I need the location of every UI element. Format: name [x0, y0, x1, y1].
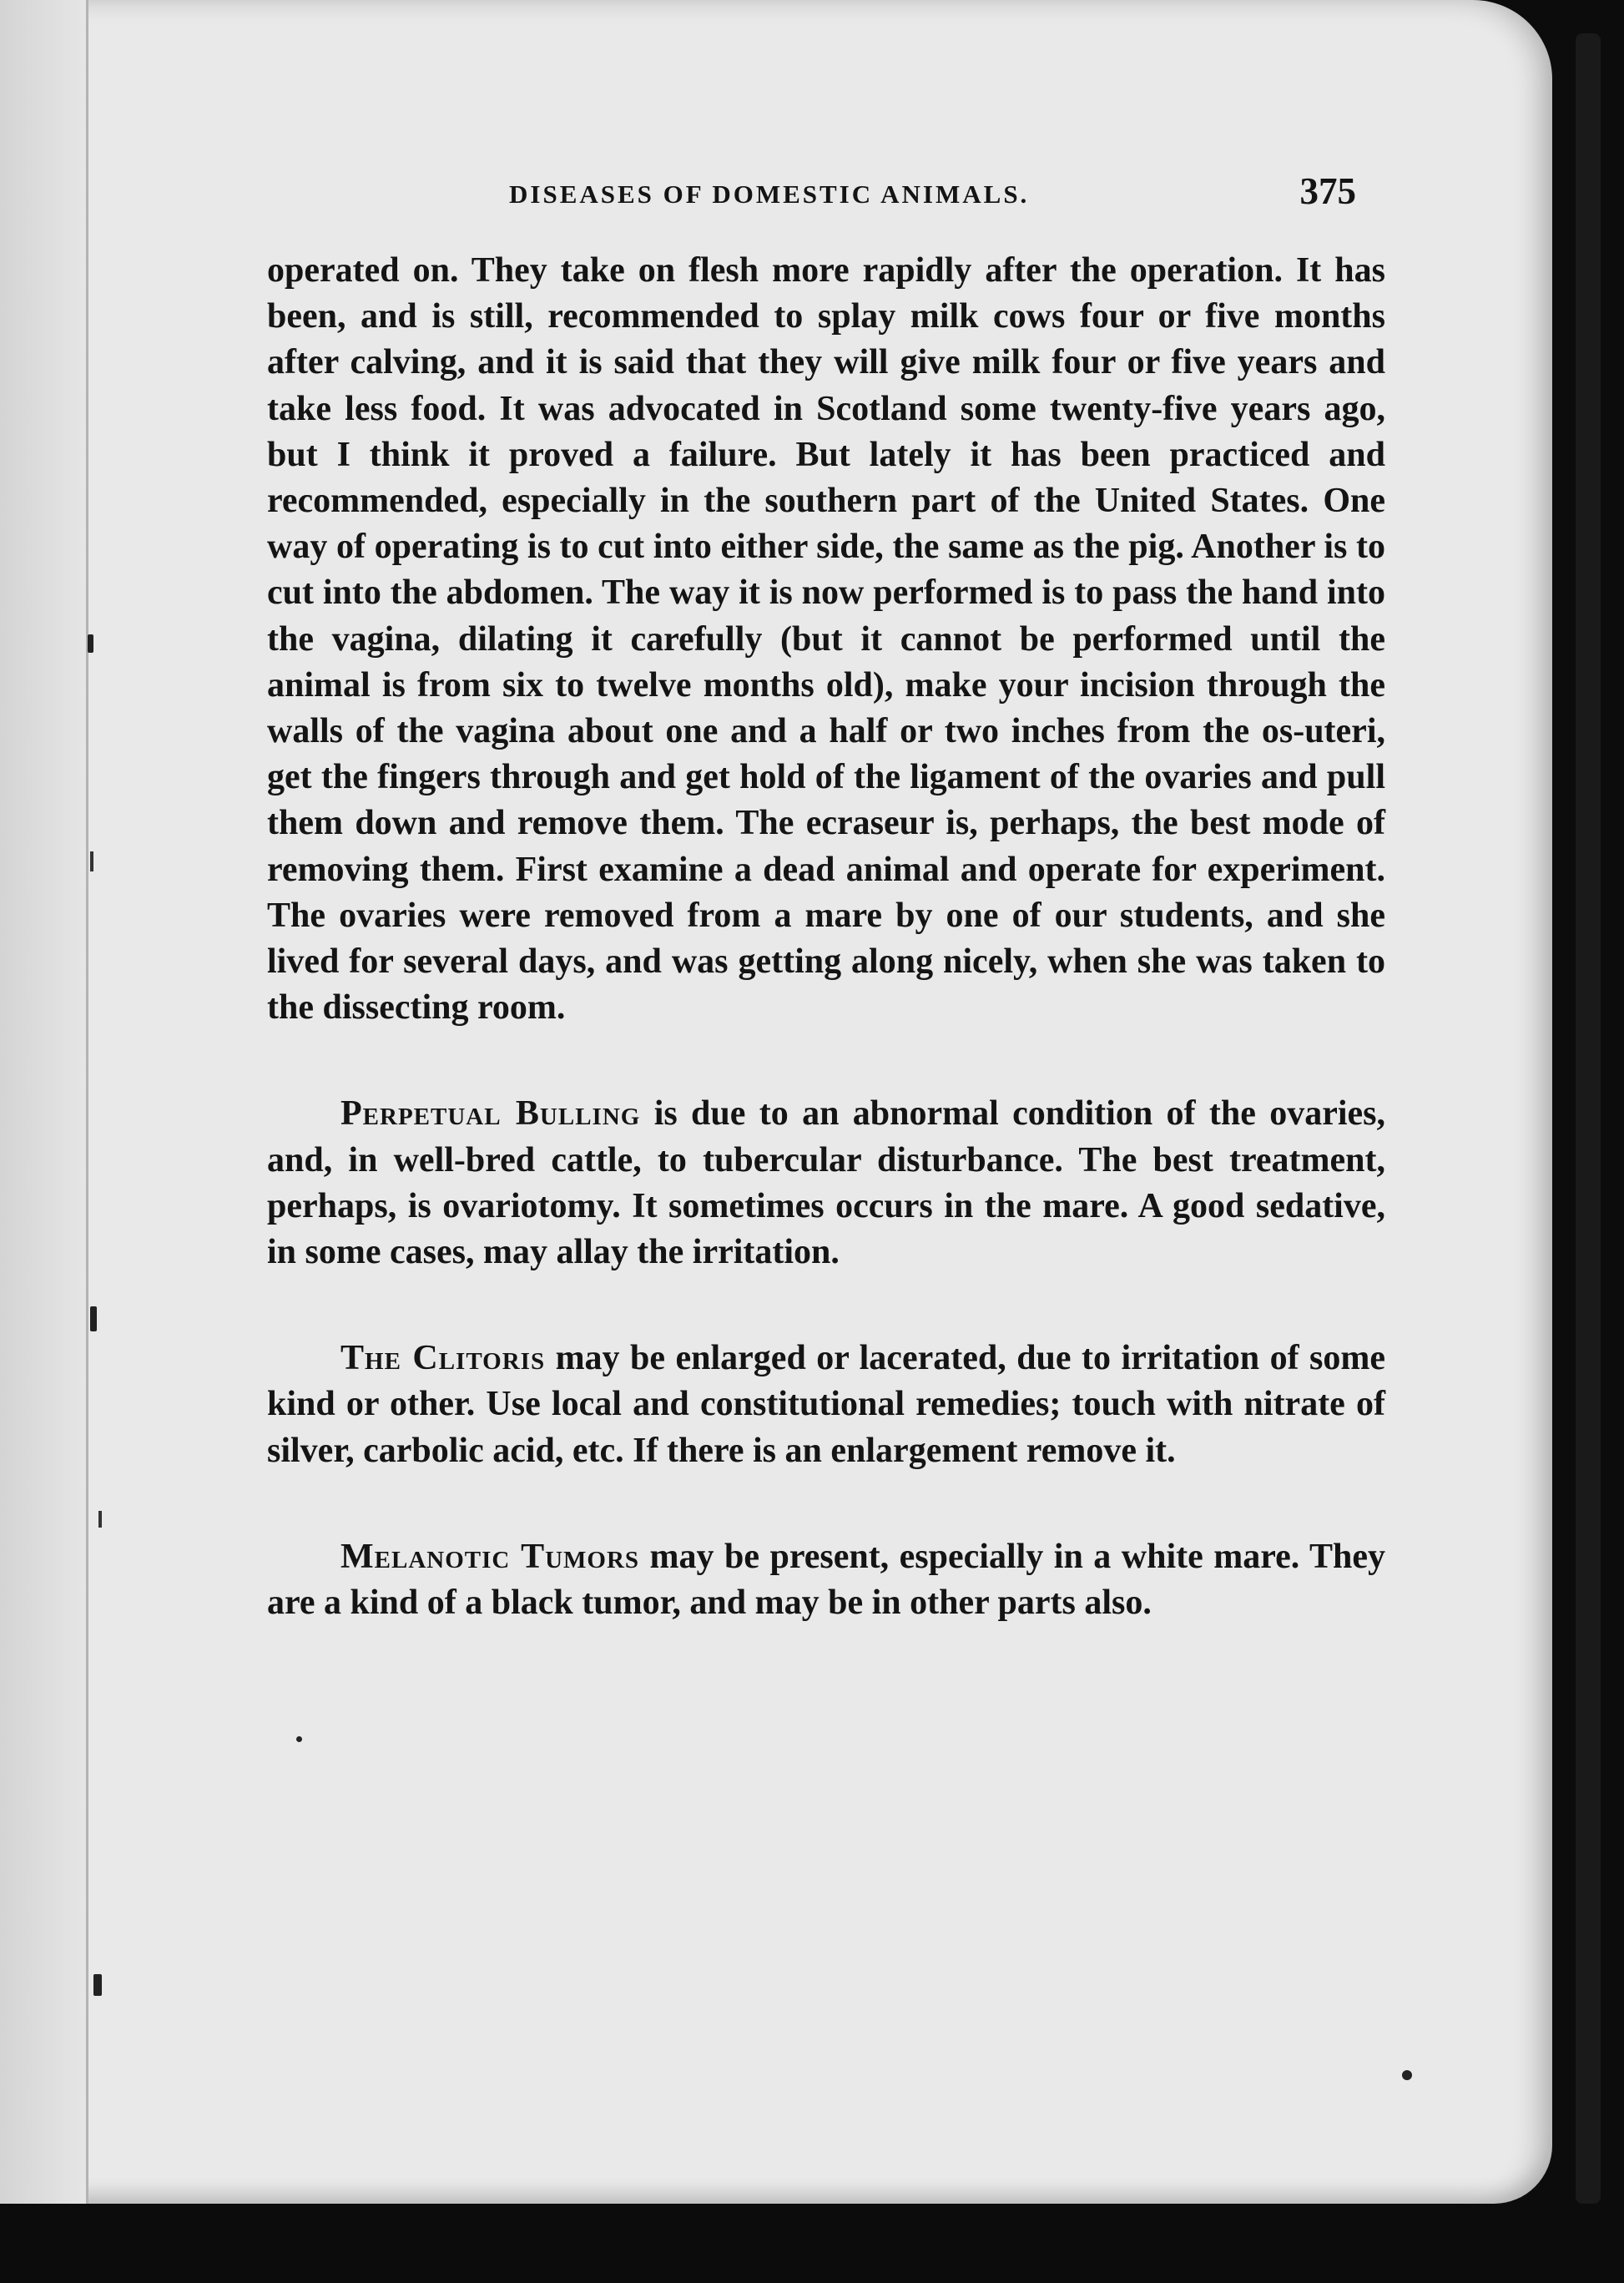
paragraph-text: is due to an abnormal condition of the ovaries, and, in well-bred cattle, to tubercular disturbance. The best treatment, perhaps, is ovariotomy. It sometimes occurs in the mare. A good sedative, in some cases, may allay the irritation.	[267, 1094, 1385, 1272]
section-heading: The Clitoris	[340, 1339, 546, 1378]
paragraph-clitoris	[267, 1336, 1385, 1474]
scan-speck	[88, 634, 93, 653]
paragraph-ovariotomy-continued	[267, 248, 1385, 1031]
gutter-line	[86, 0, 88, 2204]
scan-speck	[1402, 2070, 1412, 2080]
section-heading: Perpetual Bulling	[340, 1094, 641, 1134]
paragraph-text: may be enlarged or lacerated, due to irritation of some kind or other. Use local and constitutional remedies; touch with nitrate of silver, carbolic acid, etc. If there is an enlargement remove it.	[267, 1339, 1386, 1470]
page-edge	[1576, 33, 1601, 2204]
paragraph-perpetual-bulling	[267, 1091, 1385, 1275]
scan-speck	[296, 1736, 302, 1742]
page-number: 375	[1299, 170, 1356, 212]
margin-mark	[98, 1511, 102, 1528]
binding-shadow	[0, 0, 88, 2204]
paragraph-text: may be present, especially in a white mare. They are a kind of a black tumor, and may be in other parts also.	[267, 1537, 1385, 1623]
paragraph-melanotic-tumors	[267, 1534, 1385, 1626]
scan-speck	[90, 1306, 97, 1331]
section-heading: Melanotic Tumors	[340, 1537, 640, 1576]
scan-speck	[93, 1974, 102, 1996]
paragraph-text: operated on. They take on flesh more rapidly after the operation. It has been, and is still, recommended to splay milk cows four or five months after calving, and it is said that they will give milk four or five years and take less food. It was advocated in Scotland some twenty-five years ago, but I think it proved a failure. But lately it has been practiced and recommended, especially in the southern part of the United States. One way of operating is to cut into either side, the same as the pig. Another is to cut into the abdomen. The way it is now performed is to pass the hand into the vagina, dilating it carefully (but it cannot be performed until the animal is from six to twelve months old), make your incision through the walls of the vagina about one and a half or two inches from the os-uteri, get the fingers through and get hold of the ligament of the ovaries and pull them down and remove them. The ecraseur is, perhaps, the best mode of removing them. First examine a dead animal and operate for experiment. The ovaries were removed from a mare by one of our students, and she lived for several days, and was getting along nicely, when she was taken to the dissecting room.	[267, 251, 1385, 1028]
page-content	[267, 154, 1385, 1626]
page-header	[267, 154, 1385, 230]
running-head: DISEASES OF DOMESTIC ANIMALS.	[509, 179, 1030, 209]
margin-mark	[90, 851, 93, 871]
